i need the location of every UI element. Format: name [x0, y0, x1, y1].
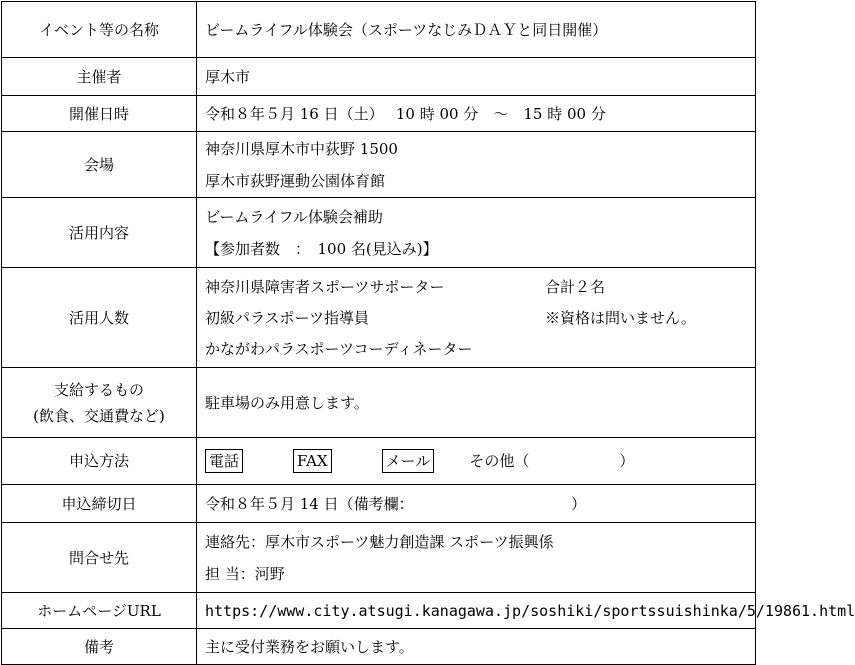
row-usage [2, 198, 756, 268]
value-venue [197, 132, 756, 198]
value-deadline: 令和８年５月 14 日（備考欄： ） [197, 485, 756, 523]
row-contact [2, 523, 756, 593]
value-remarks: 主に受付業務をお願いします。 [197, 629, 756, 665]
staff-instructor: 初級パラスポーツ指導員 [205, 309, 369, 327]
value-contact [197, 523, 756, 593]
label-provisions [2, 368, 197, 438]
row-staff [2, 268, 756, 368]
label-deadline: 申込締切日 [2, 485, 197, 523]
value-usage [197, 198, 756, 268]
value-datetime: 令和８年５月 16 日（土） 10 時 00 分 ～ 15 時 00 分 [197, 96, 756, 132]
row-remarks [2, 629, 756, 665]
label-apply-method: 申込方法 [2, 438, 197, 485]
label-usage: 活用内容 [2, 198, 197, 268]
row-organizer [2, 58, 756, 96]
method-fax: FAX [293, 449, 332, 473]
event-info-table [1, 1, 855, 665]
label-provisions-line2: (飲食、交通費など) [33, 406, 165, 425]
staff-total: 合計２名 [545, 278, 606, 296]
value-apply-method [197, 438, 756, 485]
usage-description: ビームライフル体験会補助 [205, 207, 383, 226]
label-event-name: イベント等の名称 [2, 2, 197, 58]
label-provisions-line1: 支給するもの [53, 380, 144, 399]
row-deadline [2, 485, 756, 523]
label-organizer: 主催者 [2, 58, 197, 96]
label-contact: 問合せ先 [2, 523, 197, 593]
row-provisions [2, 368, 756, 438]
usage-participants: 【参加者数 ： 100 名(見込み)】 [205, 239, 438, 258]
label-datetime: 開催日時 [2, 96, 197, 132]
value-staff [197, 268, 756, 368]
value-organizer: 厚木市 [197, 58, 756, 96]
row-apply-method [2, 438, 756, 485]
method-mail: メール [382, 449, 435, 473]
venue-address: 神奈川県厚木市中荻野 1500 [205, 139, 398, 158]
staff-qualification-note: ※資格は問いません。 [545, 309, 696, 327]
label-venue: 会場 [2, 132, 197, 198]
staff-coordinator: かながわパラスポーツコーディネーター [205, 340, 473, 358]
row-datetime [2, 96, 756, 132]
contact-department: 連絡先：厚木市スポーツ魅力創造課 スポーツ振興係 [205, 532, 554, 551]
staff-line-2 [205, 303, 755, 334]
venue-facility: 厚木市荻野運動公園体育館 [205, 171, 386, 190]
value-event-name: ビームライフル体験会（スポーツなじみＤＡＹと同日開催） [197, 2, 756, 58]
row-homepage [2, 593, 756, 629]
method-other: その他（ ） [469, 452, 635, 470]
row-venue [2, 132, 756, 198]
method-phone: 電話 [205, 449, 243, 473]
label-remarks: 備考 [2, 629, 197, 665]
homepage-url-link[interactable]: https://www.city.atsugi.kanagawa.jp/soshiki/sportssuishinka/5/19861.html [197, 593, 756, 629]
contact-person: 担 当：河野 [205, 564, 285, 583]
label-homepage: ホームページURL [2, 593, 197, 629]
row-event-name [2, 2, 756, 58]
value-provisions: 駐車場のみ用意します。 [197, 368, 756, 438]
staff-line-1 [205, 272, 755, 303]
staff-supporter: 神奈川県障害者スポーツサポーター [205, 278, 445, 296]
label-staff: 活用人数 [2, 268, 197, 368]
